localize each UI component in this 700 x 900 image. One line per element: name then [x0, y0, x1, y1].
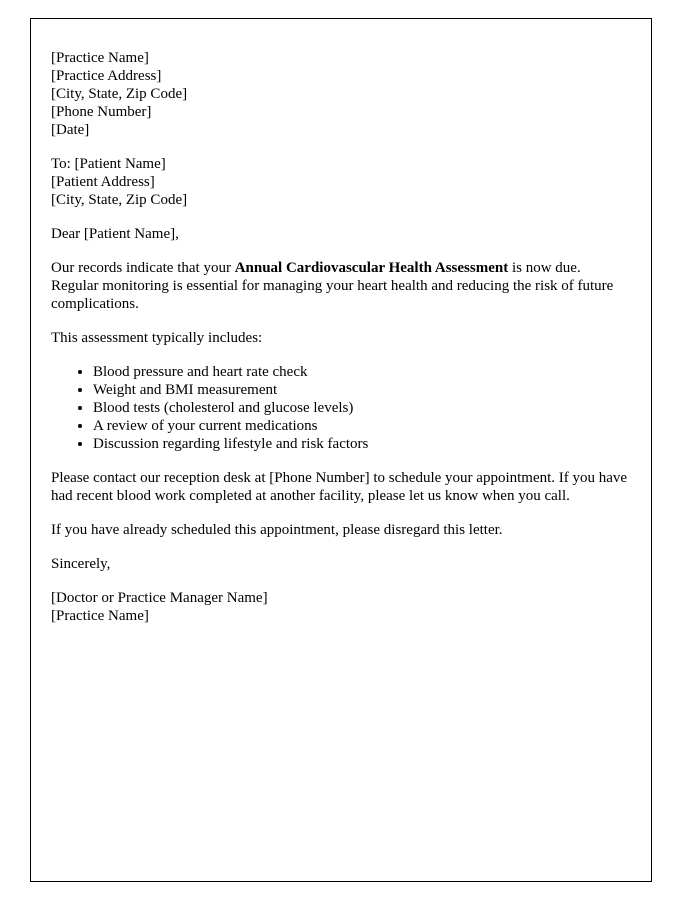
recipient-address-line: [Patient Address]: [51, 174, 155, 190]
date-line: [Date]: [51, 122, 90, 138]
paragraph-contact: Please contact our reception desk at [Phone Number] to schedule your appointment. If you have had recent blood work completed at another facility, please let us know when you call.: [51, 470, 628, 504]
paragraph-assessment-due: [51, 259, 631, 313]
closing: Sincerely,: [51, 556, 111, 572]
list-item: • Discussion regarding lifestyle and risk factors: [93, 435, 631, 453]
list-item: • Blood pressure and heart rate check: [93, 363, 631, 381]
list-item: • Blood tests (cholesterol and glucose levels): [93, 399, 631, 417]
recipient-name-line: To: [Patient Name]: [51, 156, 166, 172]
assessment-due-text-before: Our records indicate that your: [51, 260, 235, 276]
letter-page: [30, 18, 652, 882]
recipient-city-state-zip-line: [City, State, Zip Code]: [51, 192, 188, 208]
practice-name-line: [Practice Name]: [51, 50, 149, 66]
practice-phone-line: [Phone Number]: [51, 104, 152, 120]
assessment-items-list: [51, 363, 631, 453]
practice-address-line: [Practice Address]: [51, 68, 162, 84]
practice-header-block: [51, 49, 631, 139]
list-item: • Weight and BMI measurement: [93, 381, 631, 399]
recipient-block: [51, 155, 631, 209]
signature-block: [51, 589, 631, 625]
paragraph-disregard: If you have already scheduled this appointment, please disregard this letter.: [51, 522, 503, 538]
assessment-due-text-after: is now due. Regular monitoring is essential for managing your heart health and reducing the risk of future complications.: [51, 260, 614, 312]
signature-practice-line: [Practice Name]: [51, 608, 149, 624]
assessment-name-bold: Annual Cardiovascular Health Assessment: [234, 260, 509, 276]
signature-name-line: [Doctor or Practice Manager Name]: [51, 590, 268, 606]
practice-city-state-zip-line: [City, State, Zip Code]: [51, 86, 188, 102]
list-item: • A review of your current medications: [93, 417, 631, 435]
paragraph-includes-intro: This assessment typically includes:: [51, 330, 263, 346]
salutation: Dear [Patient Name],: [51, 226, 179, 242]
